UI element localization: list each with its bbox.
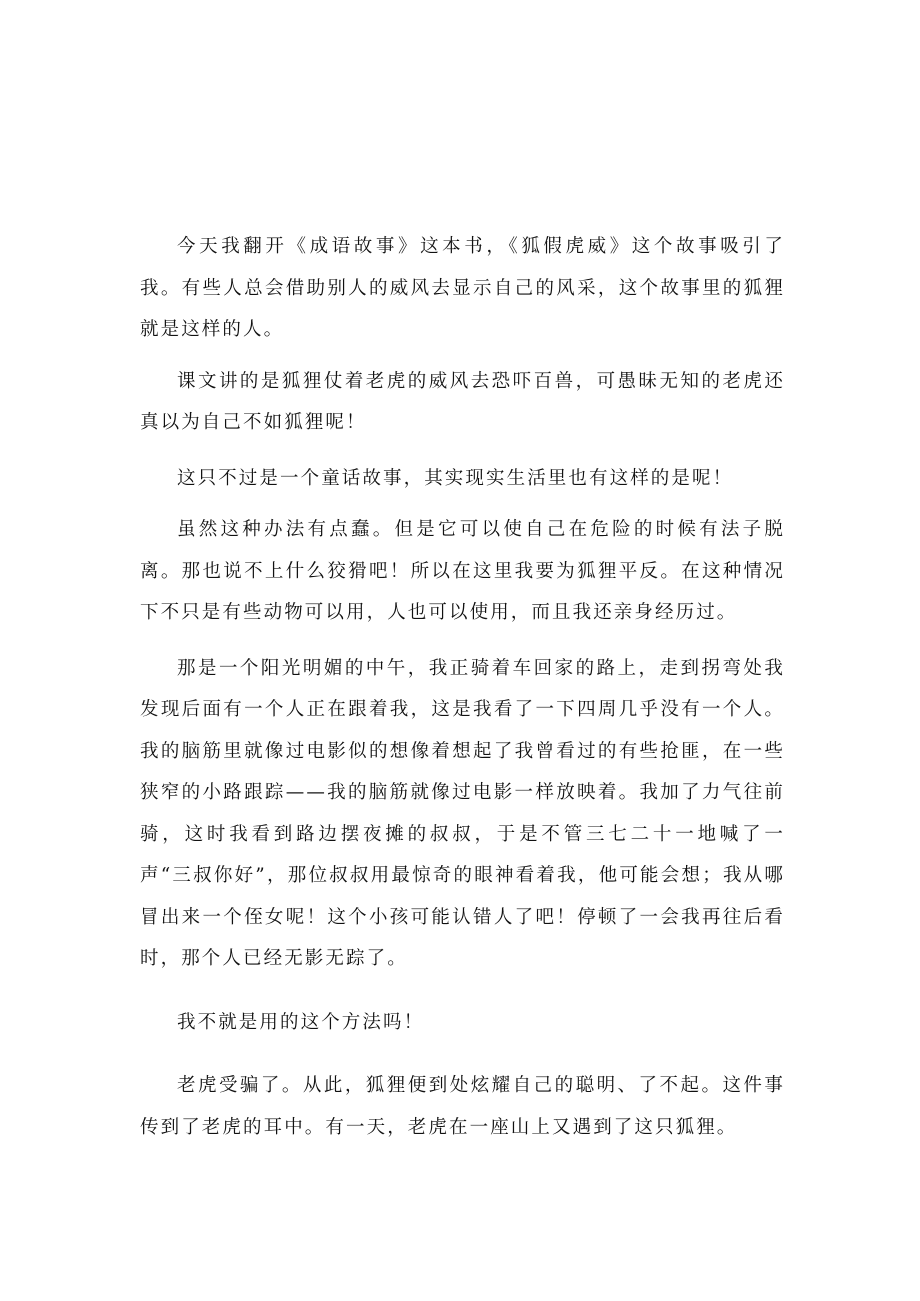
- paragraph-2: 课文讲的是狐狸仗着老虎的威风去恐吓百兽，可愚昧无知的老虎还真以为自己不如狐狸呢！: [140, 370, 785, 433]
- paragraph-3: 这只不过是一个童话故事，其实现实生活里也有这样的是呢！: [177, 467, 734, 489]
- paragraph-7: 老虎受骗了。从此，狐狸便到处炫耀自己的聪明、了不起。这件事传到了老虎的耳中。有一天，老虎在一座山上又遇到了这只狐狸。: [140, 1075, 785, 1138]
- paragraph-1: 今天我翻开《成语故事》这本书，《狐假虎威》这个故事吸引了我。有些人总会借助别人的威风去显示自己的风采，这个故事里的狐狸就是这样的人。: [140, 236, 785, 340]
- paragraph-5: 那是一个阳光明媚的中午，我正骑着车回家的路上，走到拐弯处我发现后面有一个人正在跟着我，这是我看了一下四周几乎没有一个人。我的脑筋里就像过电影似的想像着想起了我曾看过的有些抢匪，在一些狭窄的小路跟踪——我的脑筋就像过电影一样放映着。我加了力气往前骑，这时我看到路边摆夜摊的叔叔，于是不管三七二十一地喊了一声“三叔你好”，那位叔叔用最惊奇的眼神看着我，他可能会想；我从哪冒出来一个侄女呢！这个小孩可能认错人了吧！停顿了一会我再往后看时，那个人已经无影无踪了。: [140, 657, 785, 969]
- document-body: [140, 226, 785, 1148]
- paragraph-4: 虽然这种办法有点蠢。但是它可以使自己在危险的时候有法子脱离。那也说不上什么狡猾吧！所以在这里我要为狐狸平反。在这种情况下不只是有些动物可以用，人也可以使用，而且我还亲身经历过。: [140, 519, 785, 623]
- paragraph-6: 我不就是用的这个方法吗！: [177, 1011, 425, 1033]
